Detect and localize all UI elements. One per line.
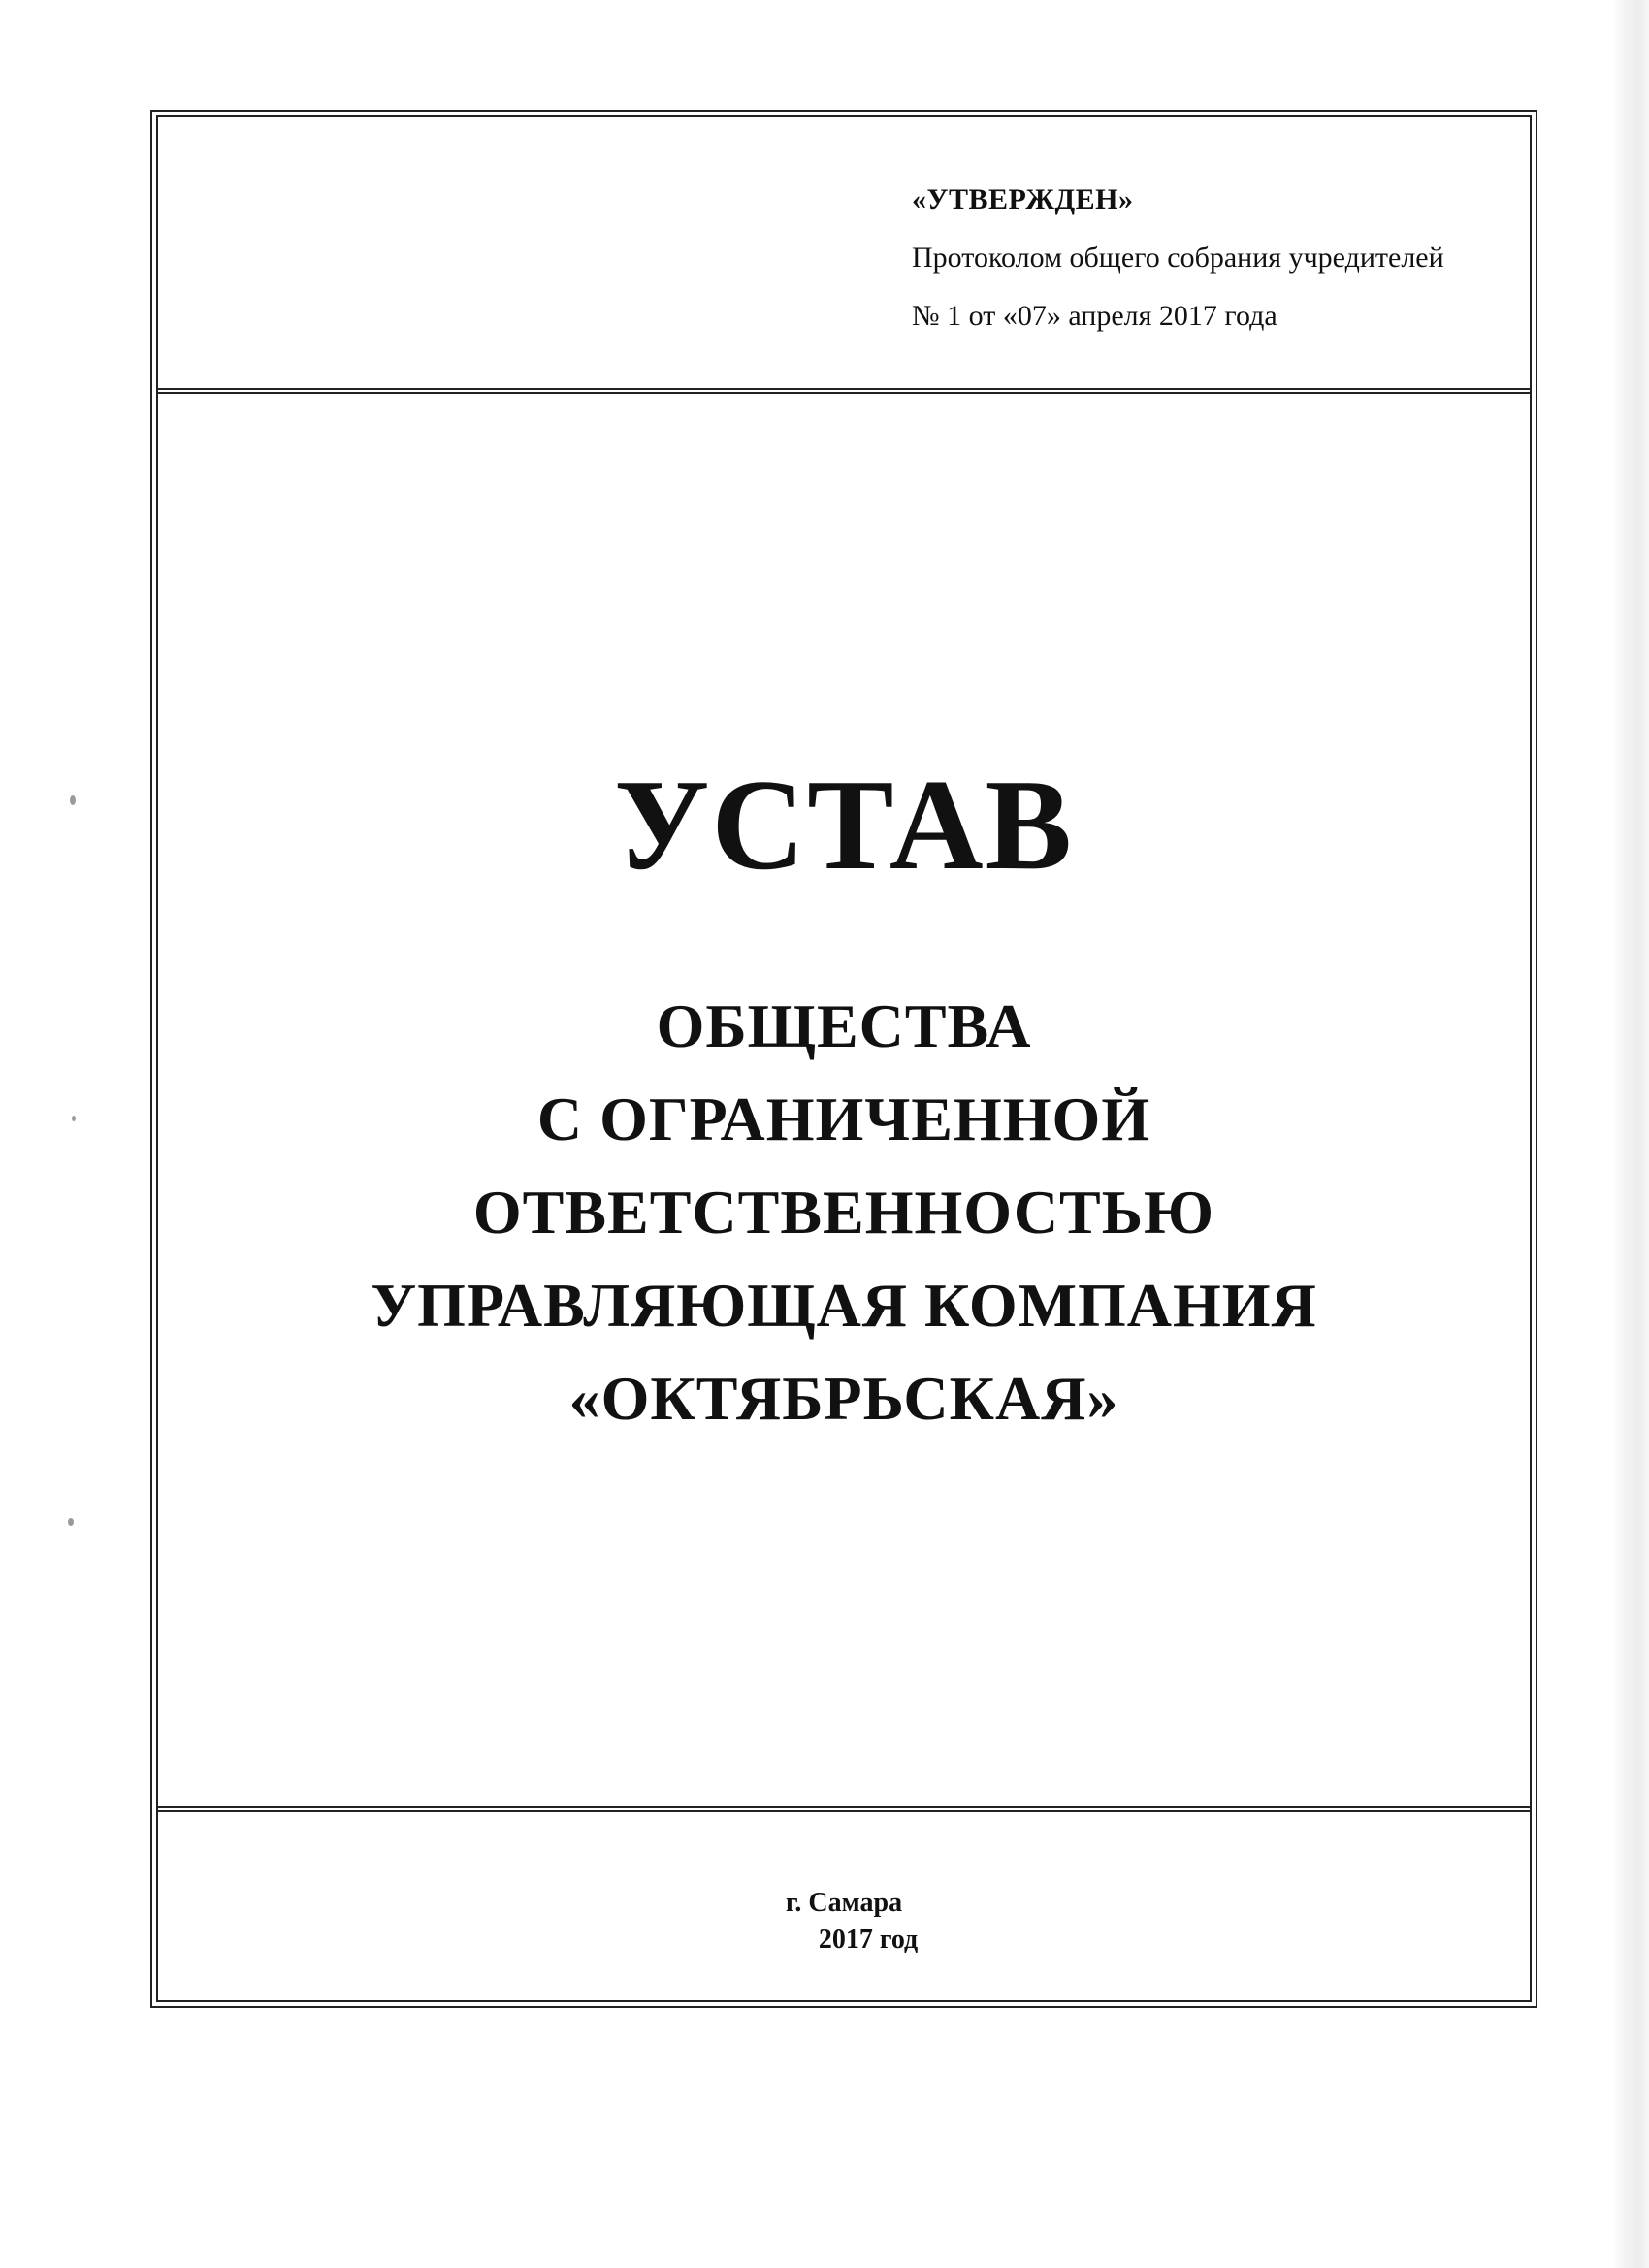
approval-line-2: № 1 от «07» апреля 2017 года — [912, 300, 1277, 332]
document-title: УСТАВ — [614, 753, 1074, 896]
city: г. Самара — [785, 1888, 903, 1918]
year: 2017 год — [818, 1925, 919, 1955]
scan-speck — [70, 795, 76, 805]
header-divider — [156, 388, 1532, 390]
organization-name-line: «ОКТЯБРЬСКАЯ» — [568, 1364, 1119, 1433]
approval-block — [912, 171, 1444, 345]
organization-name-line: ОТВЕТСТВЕННОСТЬЮ — [472, 1178, 1215, 1247]
header-divider-inner — [156, 392, 1532, 394]
place-and-year — [156, 1885, 1532, 1959]
approval-line-1: Протоколом общего собрания учредителей — [912, 242, 1444, 274]
scan-edge-shadow — [1612, 0, 1649, 2268]
approval-stamp: «УТВЕРЖДЕН» — [912, 183, 1134, 215]
footer-divider-inner — [156, 1810, 1532, 1812]
scan-speck — [72, 1116, 76, 1121]
organization-name — [156, 980, 1532, 1445]
organization-name-line: С ОГРАНИЧЕННОЙ — [536, 1085, 1151, 1153]
footer-divider — [156, 1806, 1532, 1808]
organization-name-line: УПРАВЛЯЮЩАЯ КОМПАНИЯ — [371, 1271, 1317, 1340]
scan-speck — [68, 1518, 74, 1526]
organization-name-line: ОБЩЕСТВА — [656, 991, 1032, 1060]
